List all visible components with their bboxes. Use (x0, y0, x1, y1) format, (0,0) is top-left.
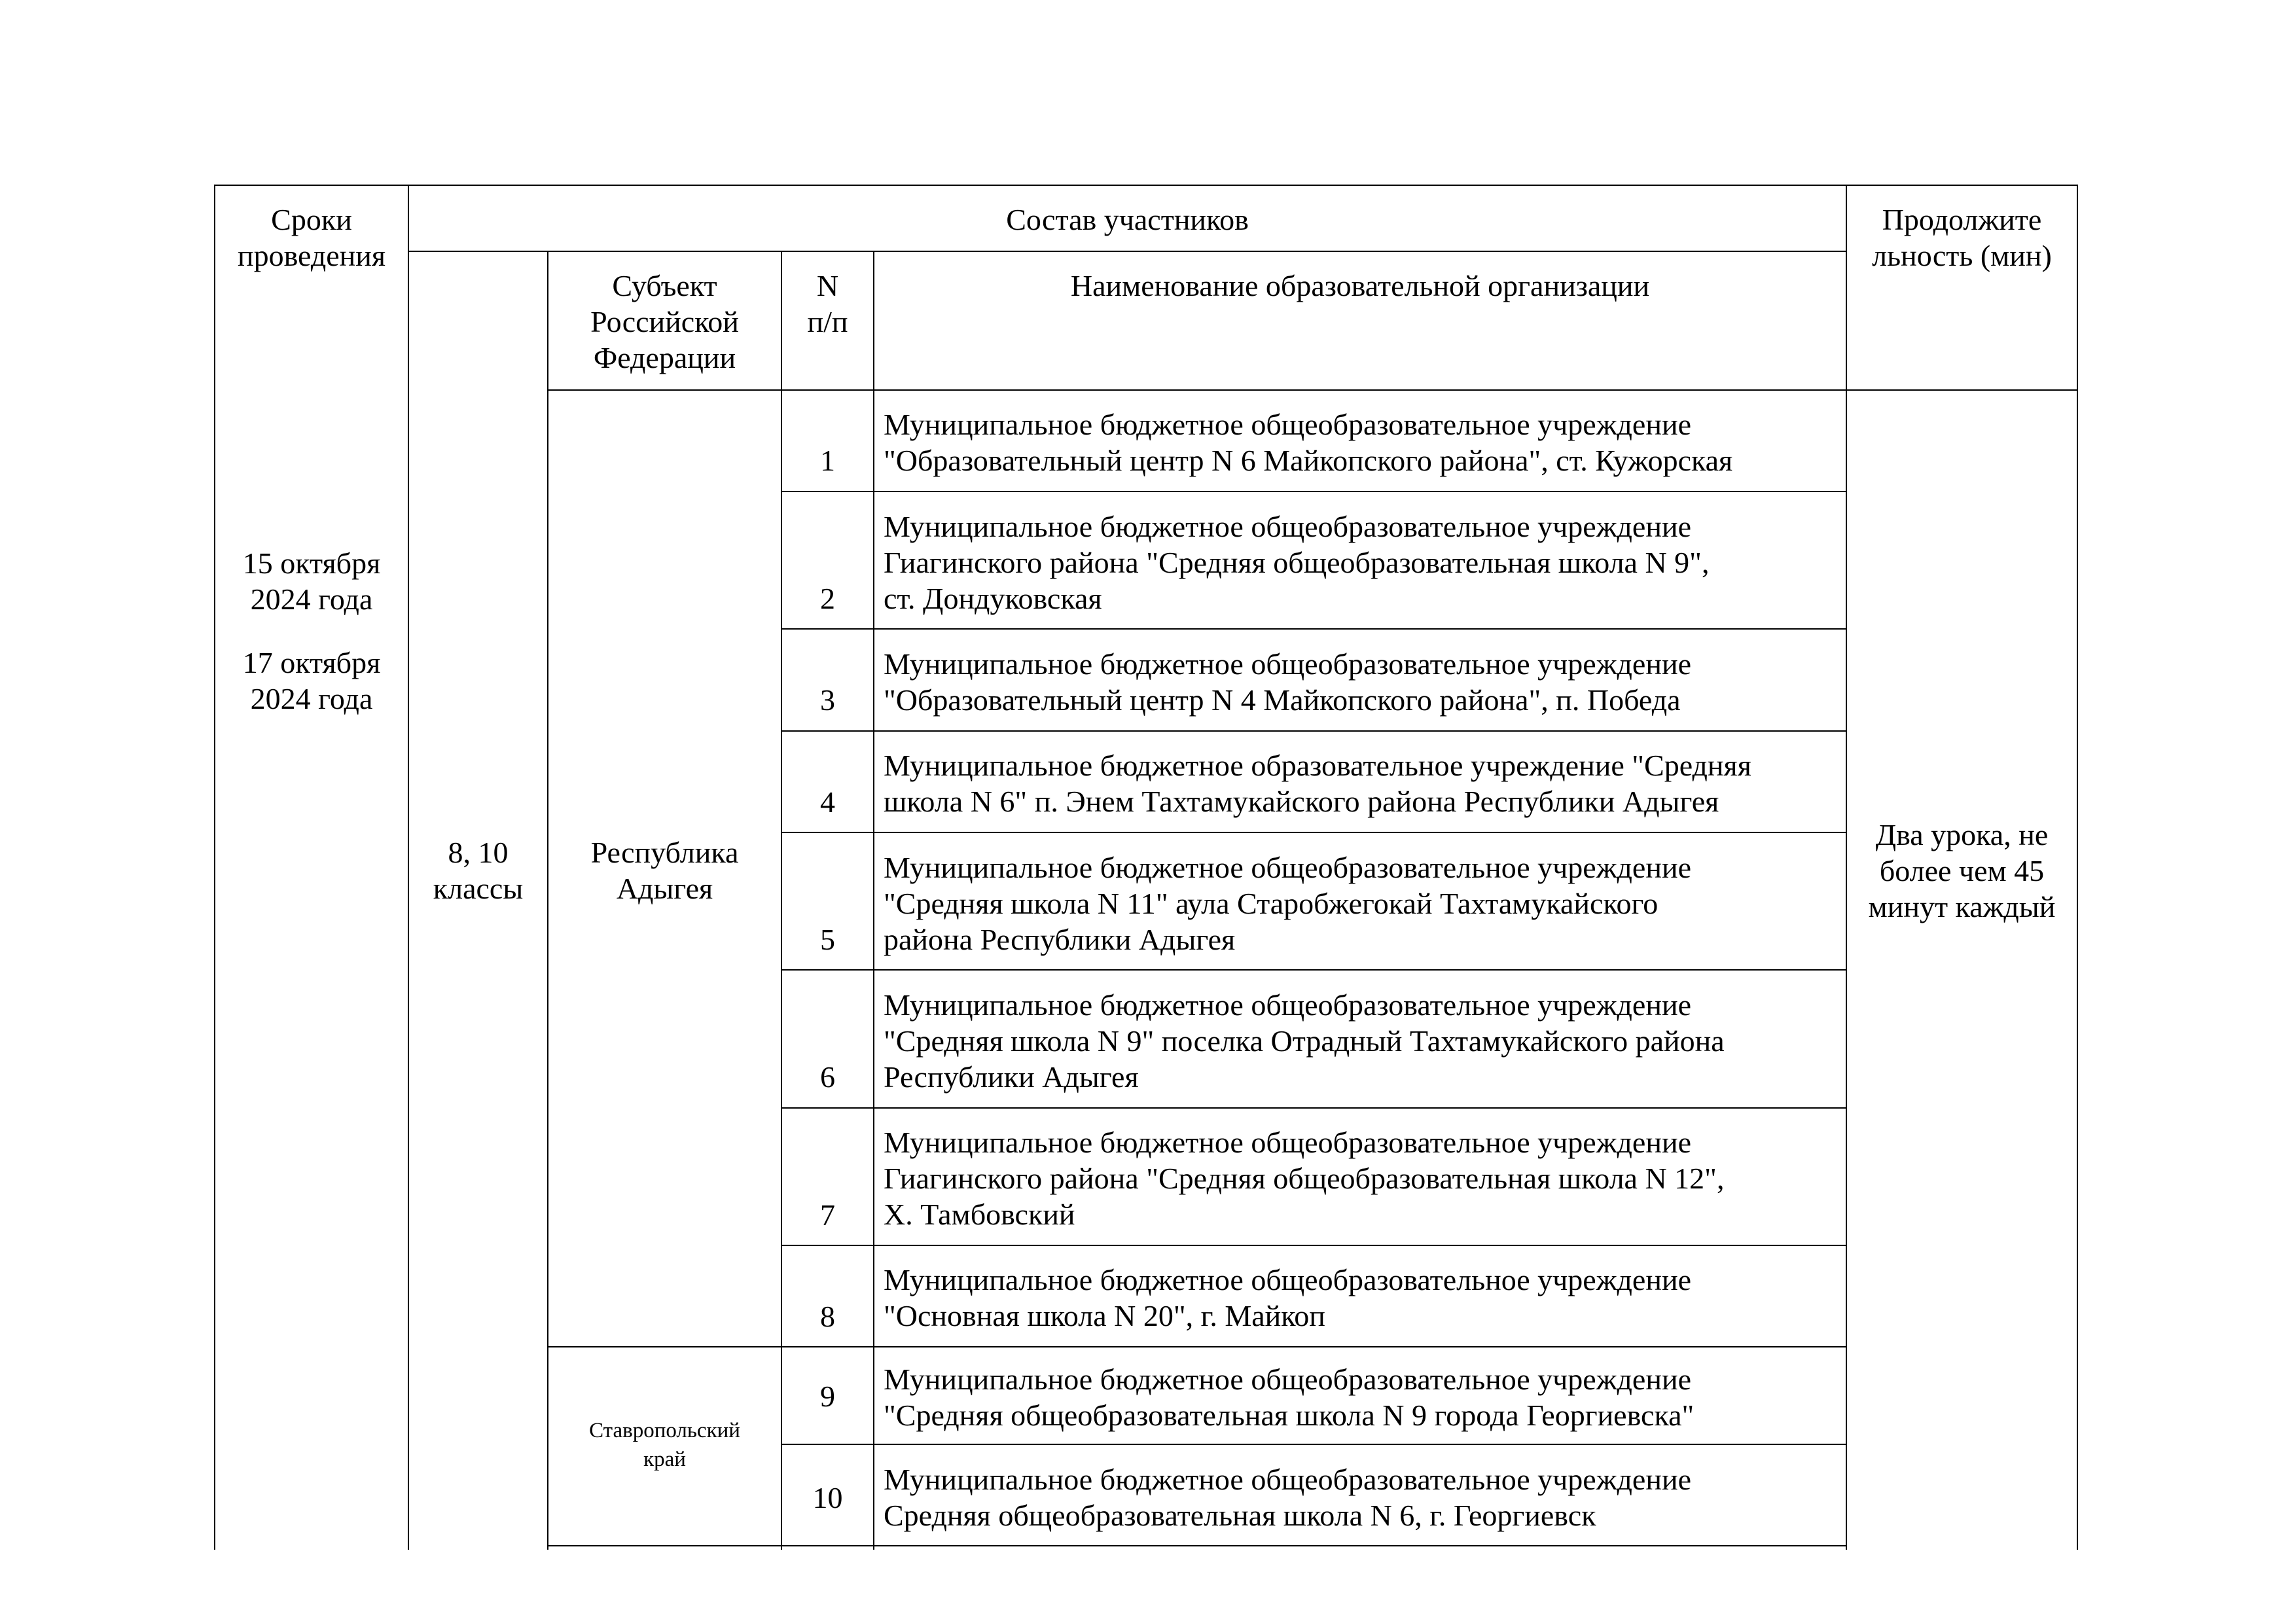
table-top-border (214, 185, 2078, 186)
date-first: 15 октября 2024 года (242, 546, 381, 616)
date-second: 17 октября 2024 года (242, 646, 381, 715)
org-name: Муниципальное бюджетное образовательное учреждение "Средняя школа N 6" п. Энем Тахтамукайского района Республики Адыгея (884, 749, 1751, 818)
header-divider-line (408, 251, 1847, 252)
row-number: 3 (820, 683, 835, 717)
header-bottom-line (547, 389, 2078, 391)
row-divider-line (781, 628, 1847, 630)
org-name: Муниципальное бюджетное общеобразовательное учреждение "Средняя школа N 9" поселка Отрадный Тахтамукайского района Республики Адыгея (884, 988, 1725, 1094)
row-number: 9 (820, 1380, 835, 1413)
header-subject: Субъект Российской Федерации (590, 269, 739, 374)
header-dates: Сроки проведения (237, 203, 386, 272)
grades: 8, 10 классы (433, 836, 524, 905)
row-number: 4 (820, 785, 835, 819)
duration-value: Два урока, не более чем 45 минут каждый (1868, 818, 2056, 923)
table-left-border (214, 185, 215, 1550)
row-number: 5 (820, 923, 835, 956)
region-divider-line (547, 1346, 1847, 1347)
org-name: Муниципальное бюджетное общеобразовательное учреждение Средняя общеобразовательная школа N 6, г. Георгиевск (884, 1463, 1691, 1532)
org-name: Муниципальное бюджетное общеобразовательное учреждение "Образовательный центр N 4 Майкопского района", п. Победа (884, 647, 1691, 717)
row-number: 6 (820, 1060, 835, 1094)
row-number: 8 (820, 1300, 835, 1333)
region-adygea: Республика Адыгея (590, 836, 739, 905)
org-name: Муниципальное бюджетное общеобразовательное учреждение "Средняя школа N 11" аула Старобжегокай Тахтамукайского района Республики Адыгея (884, 851, 1691, 956)
column-divider-line (873, 251, 874, 1550)
row-divider-line (781, 969, 1847, 971)
header-duration: Продолжите льность (мин) (1872, 203, 2052, 272)
table-right-border (2077, 185, 2078, 1550)
row-divider-line (781, 491, 1847, 492)
header-number: N п/п (807, 269, 848, 338)
region-stavropol: Ставропольский край (589, 1419, 740, 1471)
header-participants: Состав участников (1006, 203, 1249, 236)
header-org-name: Наименование образовательной организации (1070, 269, 1650, 302)
row-divider-line (781, 1444, 1847, 1445)
org-name: Муниципальное бюджетное общеобразовательное учреждение "Образовательный центр N 6 Майкопского района", ст. Кужорская (884, 408, 1733, 477)
org-name: Муниципальное бюджетное общеобразовательное учреждение Гиагинского района "Средняя общеобразовательная школа N 9", ст. Дондуковская (884, 510, 1710, 615)
org-name: Муниципальное бюджетное общеобразовательное учреждение "Основная школа N 20", г. Майкоп (884, 1263, 1691, 1332)
row-number: 1 (820, 444, 835, 477)
org-name: Муниципальное бюджетное общеобразовательное учреждение Гиагинского района "Средняя общеобразовательная школа N 12", Х. Тамбовский (884, 1126, 1725, 1231)
row-divider-line (781, 832, 1847, 833)
row-number: 7 (820, 1198, 835, 1232)
row-number: 2 (820, 582, 835, 615)
table-bottom-line (547, 1545, 1847, 1546)
org-name: Муниципальное бюджетное общеобразовательное учреждение "Средняя общеобразовательная школа N 9 города Георгиевска" (884, 1363, 1695, 1432)
row-divider-line (781, 730, 1847, 732)
row-number: 10 (812, 1481, 843, 1514)
row-divider-line (781, 1245, 1847, 1246)
row-divider-line (781, 1107, 1847, 1109)
